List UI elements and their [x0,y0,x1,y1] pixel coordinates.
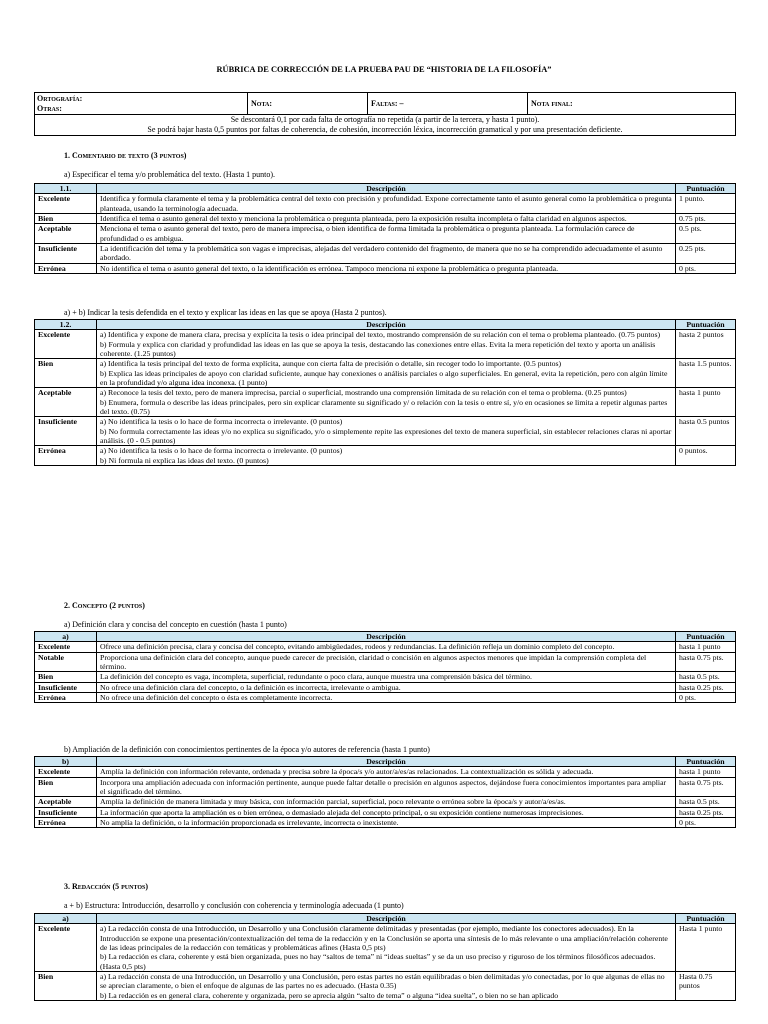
level-cell: Bien [35,359,97,388]
level-cell: Insuficiente [35,417,97,446]
document-title: RÚBRICA DE CORRECCIÓN DE LA PRUEBA PAU DE “HISTORIA DE LA FILOSOFÍA” [216,65,552,74]
table-row [35,194,736,214]
section-subheading: a + b) Estructura: Introducción, desarrollo y conclusión con coherencia y terminología adecuada (1 punto) [64,901,404,910]
table-row [35,818,736,828]
level-cell: Errónea [35,446,97,466]
level-cell: Bien [35,972,97,1001]
score-cell: 0.75 pts. [676,214,736,224]
rubric-table [34,756,736,828]
table-row [35,682,736,692]
description-cell: a) La redacción consta de una Introducción, un Desarrollo y una Conclusión, pero estas partes no están equilibradas o bien delimitadas y/o conectadas, por lo que algunas de ellas no se aprecian claramente, o bien el enfoque de algunas de las partes no es adecuado. (Hasta 0.35) b) La redacción es en general clara, coherente y organizada, pero se aprecia algún “salto de tema” o alguna “idea suelta”, o bien no se han aplicado [97,972,676,1001]
description-cell: Ofrece una definición precisa, clara y concisa del concepto, evitando ambigüedades, rodeos y redundancias. La definición refleja un dominio completo del concepto. [97,642,676,652]
table-row [35,652,736,672]
score-cell: hasta 0.75 pts. [676,652,736,672]
description-cell: a) Reconoce la tesis del texto, pero de manera imprecisa, parcial o superficial, mostrando una comprensión limitada de su relación con el tema o problema. (0.25 puntos) b) Enumera, formula o describe las ideas principales, pero sin explicar claramente su significado y/ o relación con la tesis o entre sí, y/o en ocasiones se limita a repetir algunas partes del texto. (0.75) [97,388,676,417]
column-header-score: Puntuación [676,632,736,642]
table-header-row [35,632,736,642]
description-cell: Identifica y formula claramente el tema y la problemática central del texto con precisión y profundidad. Expone correctamente tanto el asunto general como la problemática o pregunta planteada, usando la terminología adecuada. [97,194,676,214]
level-cell: Errónea [35,263,97,273]
notice-coherence: Se podrá bajar hasta 0,5 puntos por faltas de coherencia, de cohesión, incorrección léxica, incorrección gramatical y por una presentación deficiente. [147,125,623,134]
table-row [35,417,736,446]
score-cell: 0 pts. [676,818,736,828]
level-cell: Aceptable [35,388,97,417]
score-cell: Hasta 0.75 puntos [676,972,736,1001]
table-row [35,807,736,817]
score-cell: 0 puntos. [676,446,736,466]
description-cell: La información que aporta la ampliación es o bien errónea, o demasiado alejada del concepto principal, o su exposición contiene numerosas imprecisiones. [97,807,676,817]
level-cell: Bien [35,214,97,224]
table-row [35,330,736,359]
level-cell: Excelente [35,767,97,777]
table-code-header: 1.2. [35,320,97,330]
level-cell: Errónea [35,693,97,703]
section-heading: 1. Comentario de texto (3 puntos) [64,151,187,160]
table-header-row [35,757,736,767]
level-cell: Excelente [35,924,97,972]
table-row [35,672,736,682]
level-cell: Aceptable [35,797,97,807]
description-cell: No identifica el tema o asunto general del texto, o la identificación es errónea. Tampoco menciona ni expone la problemática o pregunta planteada. [97,263,676,273]
level-cell: Insuficiente [35,244,97,264]
ortografia-label: Ortografía: [37,93,83,103]
description-cell: Proporciona una definición clara del concepto, aunque puede carecer de precisión, claridad o concisión en algunos aspectos menores que impidan la comprensión completa del término. [97,652,676,672]
column-header-score: Puntuación [676,184,736,194]
score-cell: hasta 1 punto [676,388,736,417]
score-cell: hasta 1 punto [676,767,736,777]
level-cell: Excelente [35,194,97,214]
nota-final-cell [528,93,736,115]
description-cell: Incorpora una ampliación adecuada con información pertinente, aunque puede faltar detalle o precisión en algunos aspectos, dejándose fuera conocimientos importantes para ampliar el significado del término. [97,777,676,797]
description-cell: Menciona el tema o asunto general del texto, pero de manera imprecisa, o bien identifica de forma limitada la problemática o pregunta planteada. La formulación carece de profundidad o es ambigua. [97,224,676,244]
description-cell: No ofrece una definición clara del concepto, o la definición es incorrecta, irrelevante o ambigua. [97,682,676,692]
score-cell: hasta 0.75 pts. [676,777,736,797]
table-row [35,924,736,972]
level-cell: Bien [35,777,97,797]
otras-label: Otras: [37,103,62,113]
score-cell: hasta 1 punto [676,642,736,652]
table-row [35,359,736,388]
table-row [35,244,736,264]
column-header-description: Descripción [97,184,676,194]
description-cell: a) Identifica la tesis principal del texto de forma explícita, aunque con cierta falta de precisión o detalle, sin recoger todo lo importante. (0.5 puntos) b) Explica las ideas principales de apoyo con claridad suficiente, aunque hay conexiones o análisis parciales o algo superficiales. En general, evita la repetición, pero con algún límite en la profundidad y/o alguna idea inconexa. (1 punto) [97,359,676,388]
score-cell: 1 punto. [676,194,736,214]
section-subheading: a) + b) Indicar la tesis defendida en el texto y explicar las ideas en las que se apoya (Hasta 2 puntos). [64,308,387,317]
table-header-row [35,320,736,330]
description-cell: a) No identifica la tesis o lo hace de forma incorrecta o irrelevante. (0 puntos) b) No formula correctamente las ideas y/o no explica su significado, y/o o simplemente repite las expresiones del texto de manera superficial, sin establecer relaciones claras ni aportar análisis. (0 - 0.5 puntos) [97,417,676,446]
score-cell: 0.25 pts. [676,244,736,264]
rubric-table [34,319,736,466]
table-row [35,693,736,703]
table-row [35,767,736,777]
description-cell: Identifica el tema o asunto general del texto y menciona la problemática o pregunta planteada, pero la exposición resulta incompleta o falta claridad en algunos aspectos. [97,214,676,224]
table-header-row [35,184,736,194]
level-cell: Notable [35,652,97,672]
description-cell: La identificación del tema y la problemática son vagas e imprecisas, alejadas del verdadero contenido del fragmento, de manera que no se ha comprendido adecuadamente el asunto abordado. [97,244,676,264]
level-cell: Insuficiente [35,682,97,692]
table-code-header: b) [35,757,97,767]
column-header-description: Descripción [97,757,676,767]
nota-final-label: Nota final: [531,98,573,108]
nota-cell [248,93,368,115]
description-cell: Amplía la definición de manera limitada y muy básica, con información parcial, superficial, poco relevante o errónea sobre la época/s y autor/a/es/as. [97,797,676,807]
section-subheading: b) Ampliación de la definición con conocimientos pertinentes de la época y/o autores de referencia (hasta 1 punto) [64,745,430,754]
table-row [35,972,736,1001]
description-cell: No amplía la definición, o la información proporcionada es irrelevante, incorrecta o inexistente. [97,818,676,828]
column-header-description: Descripción [97,320,676,330]
nota-label: Nota: [251,98,272,108]
notice-spelling: Se descontará 0,1 por cada falta de ortografía no repetida (a partir de la tercera, y hasta 1 punto). [230,115,540,125]
spelling-other-cell [35,93,248,115]
table-code-header: a) [35,914,97,924]
section-heading: 2. Concepto (2 puntos) [64,601,145,610]
section-subheading: a) Definición clara y concisa del concepto en cuestión (hasta 1 punto) [64,620,287,629]
score-cell: hasta 0.5 pts. [676,672,736,682]
column-header-description: Descripción [97,914,676,924]
table-row [35,224,736,244]
faltas-label: Faltas: – [371,98,404,108]
score-cell: Hasta 1 punto [676,924,736,972]
table-code-header: 1.1. [35,184,97,194]
score-cell: hasta 0.25 pts. [676,682,736,692]
table-row [35,777,736,797]
table-row [35,263,736,273]
description-cell: La definición del concepto es vaga, incompleta, superficial, redundante o poco clara, aunque muestra una comprensión básica del término. [97,672,676,682]
faltas-cell [368,93,528,115]
score-cell: hasta 2 puntos [676,330,736,359]
level-cell: Bien [35,672,97,682]
table-code-header: a) [35,632,97,642]
section-subheading: a) Especificar el tema y/o problemática del texto. (Hasta 1 punto). [64,170,276,179]
table-row [35,642,736,652]
column-header-score: Puntuación [676,320,736,330]
table-row [35,214,736,224]
description-cell: a) No identifica la tesis o lo hace de forma incorrecta o irrelevante. (0 puntos) b) Ni formula ni explica las ideas del texto. (0 puntos) [97,446,676,466]
description-cell: a) Identifica y expone de manera clara, precisa y explícita la tesis o idea principal del texto, mostrando comprensión de su relación con el tema o problema planteado. (0.75 puntos) b) Formula y explica con claridad y profundidad las ideas en las que se apoya la tesis, destacando las conexiones entre ellas. Evita la mera repetición del texto y aporta un análisis coherente. (1.25 puntos) [97,330,676,359]
rubric-table [34,631,736,703]
level-cell: Excelente [35,642,97,652]
score-cell: 0.5 pts. [676,224,736,244]
column-header-score: Puntuación [676,757,736,767]
score-cell: hasta 0.5 pts. [676,797,736,807]
column-header-score: Puntuación [676,914,736,924]
score-cell: 0 pts. [676,263,736,273]
level-cell: Errónea [35,818,97,828]
table-row [35,388,736,417]
grades-header-table [34,92,736,136]
description-cell: No ofrece una definición del concepto o ésta es completamente incorrecta. [97,693,676,703]
score-cell: hasta 0.25 pts. [676,807,736,817]
notice-cell [35,115,736,136]
table-row [35,797,736,807]
level-cell: Aceptable [35,224,97,244]
description-cell: Amplía la definición con información relevante, ordenada y precisa sobre la época/s y/o autor/a/es/as relacionados. La contextualización es sólida y adecuada. [97,767,676,777]
table-row [35,446,736,466]
score-cell: 0 pts. [676,693,736,703]
column-header-description: Descripción [97,632,676,642]
level-cell: Insuficiente [35,807,97,817]
score-cell: hasta 1.5 puntos. [676,359,736,388]
rubric-table [34,913,736,1001]
level-cell: Excelente [35,330,97,359]
rubric-table [34,183,736,274]
description-cell: a) La redacción consta de una Introducción, un Desarrollo y una Conclusión claramente delimitadas y presentadas (por ejemplo, mediante los conectores adecuados). En la Introducción se expone una presentación/contextualización del tema de la redacción y en la Conclusión se aporta una síntesis de lo más relevante o una ampliación/relación coherente de las ideas principales de la redacción con temáticas y problemáticas afines (Hasta 0,5 pts) b) La redacción es clara, coherente y está bien organizada, pues no hay “saltos de tema” ni “ideas sueltas” y se da un uso preciso y riguroso de los términos filosóficos adecuados. (Hasta 0,5 pts) [97,924,676,972]
table-header-row [35,914,736,924]
score-cell: hasta 0.5 puntos [676,417,736,446]
section-heading: 3. Redacción (5 puntos) [64,882,149,891]
